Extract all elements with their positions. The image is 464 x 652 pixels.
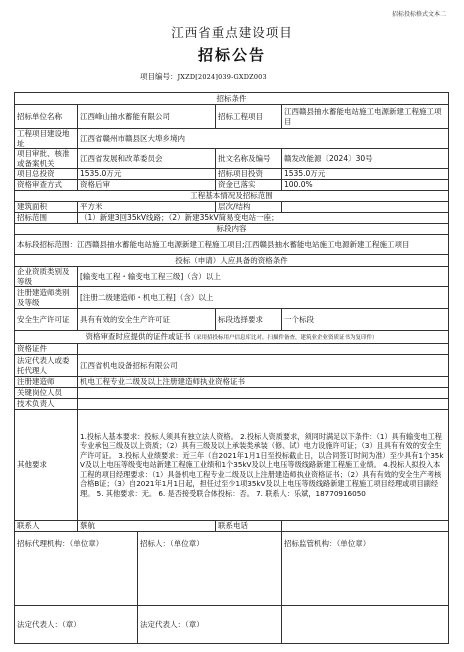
value-investment: 1535.0万元: [78, 169, 216, 180]
label-bid-scope: 招标范围: [15, 213, 78, 224]
value-tech-lead: [78, 399, 449, 410]
value-reg-builder: 机电工程专业二级及以上注册建造师执业资格证书: [78, 377, 449, 388]
value-qual-method: 资格后审: [78, 180, 216, 191]
label-location: 工程项目建设地址: [15, 129, 78, 149]
label-builder-qual: 注册建造师类别及等级: [15, 287, 78, 309]
document-subtitle: 招标公告: [197, 46, 266, 64]
qualification-docs-title: 资格审查时应提供的证件或证书: [85, 332, 191, 341]
supervisor-blank: [282, 606, 449, 644]
agency-org: 招标代理机构：（单位章）: [15, 532, 138, 606]
label-tenderer: 招标单位名称: [15, 105, 78, 129]
section-bid-content: 标段内容: [15, 224, 449, 235]
label-funds: 资金已落实: [216, 180, 282, 191]
label-contact: 联系人: [15, 521, 78, 532]
label-qual-method: 资格审查方式: [15, 180, 78, 191]
agency-legal-rep: 法定代表人：（章）: [15, 606, 138, 644]
value-qual-cert: [78, 344, 449, 355]
label-qual-cert: 资格证件: [15, 344, 78, 355]
label-investment: 项目总投资: [15, 169, 78, 180]
announcement-table: [14, 92, 449, 644]
project-number-label: 项目编号：: [140, 72, 178, 81]
value-other-req: 1.投标人基本要求：投标人须具有独立法人资格。 2.投标人资质要求，须同时满足以下条件：（1）具有输变电工程专业承包三级及以上资质；（2）具有三级及以上承装类承装（修、试）电力设施许可证；（3）且具有有效的安全生产许可证。 3.投标人业绩要求：近三年（自2021年1月1日至投标截止日，以合同签订时间为准）至少具有1个35kV及以上电压等级变电站新建工程施工业绩和1个35kV及以上电压等级线路新建工程施工业绩。 4.投标人拟投入本工程的项目经理要求：（1）具备机电工程专业二级及以上注册建造师执业资格证书；（2）具有有效的安全生产考核合格B证；（3）自2021年1月1日起，担任过至少1项35kV及以上电压等级线路新建工程施工项目经理或项目副经理。 5. 其他要求：无。 6. 是否接受联合体投标：否。 7. 联系人：乐斌，18770916050: [78, 410, 449, 521]
value-building-area: 平方米: [78, 202, 216, 213]
label-other-req: 其他要求: [15, 410, 78, 521]
section-basic-info: 工程基本情况及招标范围: [15, 191, 449, 202]
section-bidder-conditions: 投标（申请）人应具备的资格条件: [15, 255, 449, 267]
value-approval-org: 江西省发展和改革委员会: [78, 149, 216, 169]
value-contact: 蔡航: [78, 521, 216, 532]
label-enterprise-qual: 企业资质类别及等级: [15, 267, 78, 287]
label-tech-lead: 技术负责人: [15, 399, 78, 410]
value-project-name: 江西赣县抽水蓄能电站施工电源新建工程施工项目: [282, 105, 449, 129]
qualification-docs-note: （采用招投标用户信息库比对，扫描件备查，建筑业企业资质证书为复印件）: [190, 335, 378, 341]
label-legal-rep: 法定代表人或委托代理人: [15, 355, 78, 377]
label-reg-builder: 注册建造师: [15, 377, 78, 388]
supervisor-org: 招标监管机构：（单位章）: [282, 532, 449, 606]
value-floors: [282, 202, 449, 213]
section-conditions: 招标条件: [15, 93, 449, 105]
tender-org: 招标人：（单位章）: [138, 532, 282, 606]
label-contact-phone: 联系电话: [216, 521, 282, 532]
label-key-post: 关键岗位人员: [15, 388, 78, 399]
value-builder-qual: [注册二级建造师・机电工程]（含）以上: [78, 287, 449, 309]
label-building-area: 建筑面积: [15, 202, 78, 213]
value-enterprise-qual: [输变电工程・输变电工程三级]（含）以上: [78, 267, 449, 287]
document-type-label: 招标投标格式文本二: [391, 11, 446, 18]
value-bid-investment: 1535.0万元: [282, 169, 449, 180]
value-approval-doc: 赣发改能源〔2024〕30号: [282, 149, 449, 169]
document-title: 江西省重点建设项目: [171, 25, 293, 40]
project-number-value: JXZD[2024]039-GXDZ003: [177, 73, 267, 81]
value-funds: 100.0%: [282, 180, 449, 191]
label-section-choice: 标段选择要求: [216, 309, 282, 331]
tender-legal-rep: 法定代表人：（章）: [138, 606, 282, 644]
label-bid-investment: 招标项目投资: [216, 169, 282, 180]
value-bid-content: 本标段招标范围：江西赣县抽水蓄能电站施工电源新建工程施工项目;江西赣县抽水蓄能电站施工电源新建工程施工项目: [15, 235, 449, 255]
project-number: [140, 71, 267, 82]
label-safety-cert: 安全生产许可证: [15, 309, 78, 331]
section-qualification-docs: [15, 331, 449, 344]
label-floors: 层次/结构: [216, 202, 282, 213]
label-project-name: 招标工程项目: [216, 105, 282, 129]
value-contact-phone: [282, 521, 449, 532]
value-section-choice: 一个标段: [282, 309, 449, 331]
label-approval-doc: 批文名称及编号: [216, 149, 282, 169]
value-tenderer: 江西峰山抽水蓄能有限公司: [78, 105, 216, 129]
value-location: 江西省赣州市赣县区大埠乡境内: [78, 129, 449, 149]
label-approval-org: 项目审批、核准或备案机关: [15, 149, 78, 169]
value-key-post: [78, 388, 449, 399]
value-bid-scope: （1）新建3回35kV线路；（2）新建35kV简易变电站一座；: [78, 213, 449, 224]
value-safety-cert: 具有有效的安全生产许可证: [78, 309, 216, 331]
value-legal-rep: 江西省机电设备招标有限公司: [78, 355, 449, 377]
